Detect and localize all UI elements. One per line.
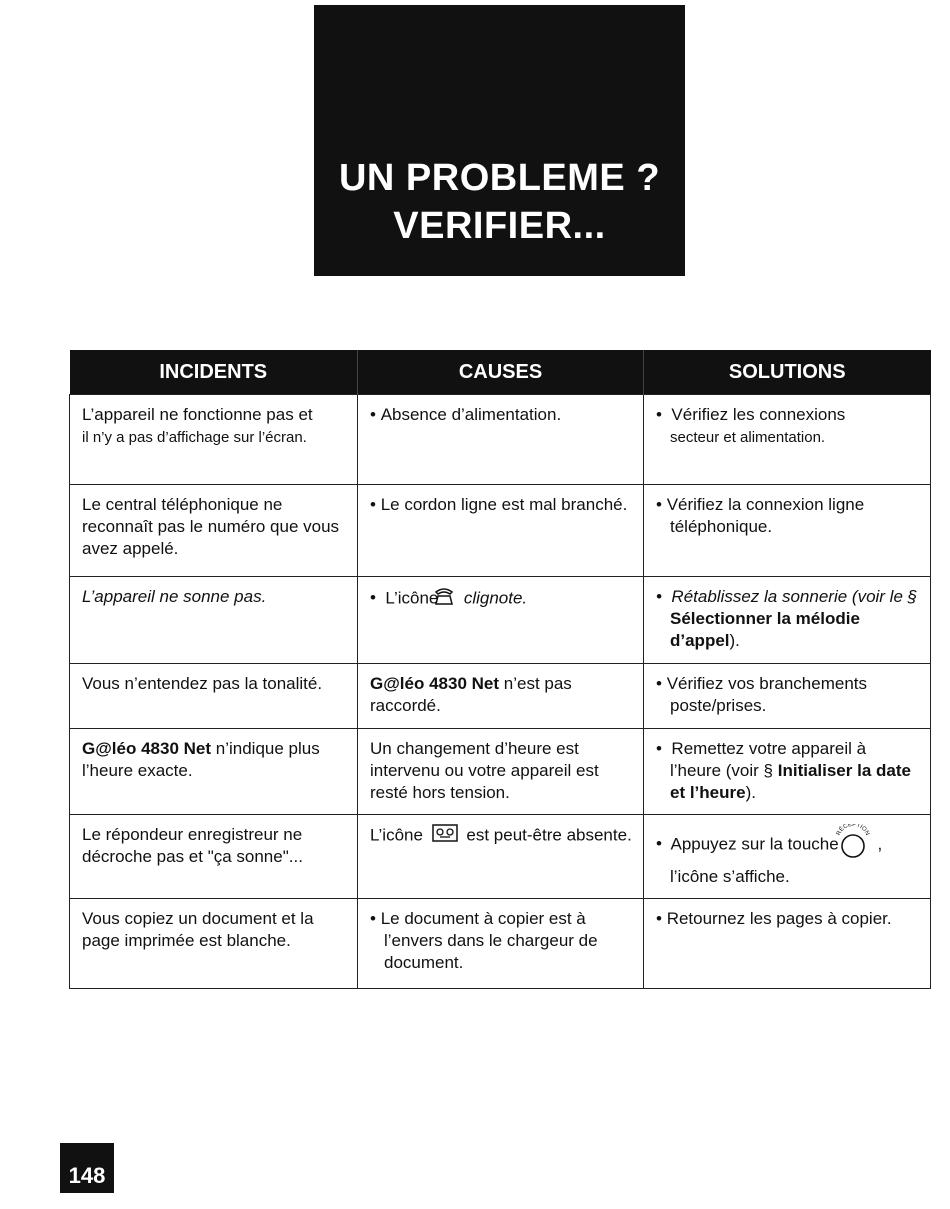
product-name: G@léo 4830 Net	[370, 674, 500, 693]
solution-text	[656, 404, 920, 449]
cause-text: • Le cordon ligne est mal branché.	[370, 494, 633, 516]
solution-cell	[644, 664, 931, 729]
solution-text-bold: Initialiser la date et l’heure	[670, 761, 911, 802]
cause-text: • Le document à copier est à l’envers dans le chargeur de document.	[370, 908, 633, 974]
reception-key-label: RÉCEPTION	[836, 824, 871, 837]
header-incidents: INCIDENTS	[70, 350, 358, 395]
cause-cell	[358, 395, 644, 485]
incident-cell	[70, 577, 358, 664]
cause-text-b: clignote.	[463, 588, 528, 608]
solution-cell	[644, 395, 931, 485]
incident-text: Le central téléphonique ne reconnaît pas le numéro que vous avez appelé.	[82, 495, 340, 558]
incident-text: L’appareil ne fonctionne pas et	[82, 405, 313, 424]
solution-text	[656, 738, 920, 804]
header-solutions: SOLUTIONS	[644, 350, 931, 395]
solution-text-small: secteur et alimentation.	[670, 429, 826, 446]
table-header-row	[70, 350, 931, 395]
incident-text: L’appareil ne sonne pas.	[82, 587, 267, 606]
table-row	[70, 577, 931, 664]
title-banner	[314, 5, 685, 276]
troubleshooting-table	[69, 350, 931, 989]
page-number: 148	[60, 1143, 114, 1193]
solution-text	[656, 586, 920, 652]
incident-text: Vous copiez un document et la page imprimée est blanche.	[82, 909, 314, 950]
solution-cell	[644, 815, 931, 899]
incident-text: n’indique plus l’heure exacte.	[82, 739, 320, 780]
incident-cell	[70, 395, 358, 485]
ringer-icon	[447, 586, 455, 612]
solution-text-a: Remettez votre appareil à l’heure (voir §	[670, 739, 867, 780]
solution-text: • Retournez les pages à copier.	[656, 908, 920, 930]
solution-text-b: , l’icône s’affiche.	[670, 834, 883, 886]
solution-text-bold: Sélectionner la mélodie d’appel	[670, 609, 860, 650]
cause-text	[370, 586, 633, 612]
cause-cell	[358, 729, 644, 815]
cause-cell	[358, 815, 644, 899]
solution-text-a: Appuyez sur la touche	[670, 834, 839, 854]
cause-cell	[358, 899, 644, 989]
table-row	[70, 664, 931, 729]
cause-text: Un changement d’heure est intervenu ou votre appareil est resté hors tension.	[370, 739, 599, 802]
product-name: G@léo 4830 Net	[82, 739, 212, 758]
solution-text-a: Rétablissez la sonnerie (voir le §	[671, 587, 918, 606]
incident-text: Vous n’entendez pas la tonalité.	[82, 674, 323, 693]
solution-text: • Vérifiez vos branchements poste/prises.	[656, 673, 920, 717]
solution-text: • Vérifiez la connexion ligne téléphonique.	[656, 494, 920, 538]
reception-key-icon	[836, 824, 873, 866]
table-row	[70, 729, 931, 815]
incident-cell	[70, 664, 358, 729]
solution-text-main: Vérifiez les connexions	[671, 405, 846, 424]
table-row	[70, 395, 931, 485]
cause-text: • Absence d’alimentation.	[370, 404, 633, 426]
incident-cell	[70, 485, 358, 577]
title-line-1: UN PROBLEME ?	[338, 157, 661, 199]
incident-cell	[70, 815, 358, 899]
cause-cell	[358, 485, 644, 577]
incident-text: Le répondeur enregistreur ne décroche pas et "ça sonne"...	[82, 825, 303, 866]
header-causes: CAUSES	[358, 350, 644, 395]
solution-cell	[644, 577, 931, 664]
cause-cell	[358, 664, 644, 729]
title-line-2: VERIFIER...	[393, 205, 606, 247]
cause-text-b: est peut-être absente.	[466, 825, 632, 845]
cause-text-a: L’icône	[385, 588, 439, 608]
cause-text-a: L’icône	[370, 825, 423, 845]
solution-text-c: ).	[729, 631, 740, 650]
table-row	[70, 485, 931, 577]
solution-text	[656, 824, 920, 888]
incident-text-small: il n’y a pas d’affichage sur l’écran.	[82, 429, 307, 446]
table-row	[70, 815, 931, 899]
incident-cell	[70, 899, 358, 989]
solution-cell	[644, 485, 931, 577]
cause-cell	[358, 577, 644, 664]
solution-text-c: ).	[745, 783, 756, 802]
tape-icon	[432, 824, 458, 848]
table-row	[70, 899, 931, 989]
solution-cell	[644, 899, 931, 989]
solution-cell	[644, 729, 931, 815]
incident-cell	[70, 729, 358, 815]
cause-text: n’est pas raccordé.	[370, 674, 572, 715]
